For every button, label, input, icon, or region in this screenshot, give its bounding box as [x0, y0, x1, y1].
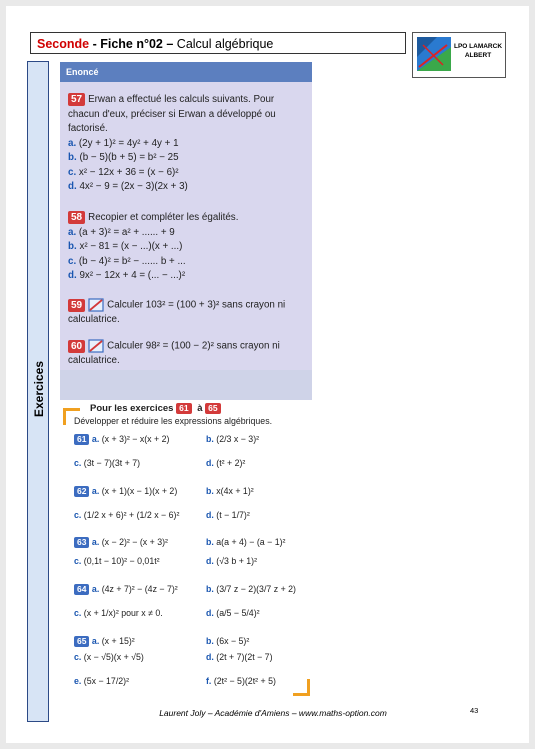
exercise-63-a: 63 a. (x − 2)² − (x + 3)²: [74, 537, 168, 548]
exercise-62-b: b. x(4x + 1)²: [206, 486, 254, 496]
exercise-number: 61: [176, 403, 191, 414]
exercise-number: 58: [68, 211, 85, 224]
list-item: c. (b − 4)² = b² − ...... b + ...: [68, 255, 186, 267]
no-calculator-icon: [88, 298, 104, 312]
exercise-number: 60: [68, 340, 85, 353]
exercise-61-b: b. (2/3 x − 3)²: [206, 434, 260, 444]
exercise-63-c: c. (0,1t − 10)² − 0,01t²: [74, 556, 160, 566]
exercise-63-b: b. a(a + 4) − (a − 1)²: [206, 537, 286, 547]
list-item: d. 4x² − 9 = (2x − 3)(2x + 3): [68, 181, 188, 192]
page-number: 43: [470, 706, 479, 715]
list-item: a. (a + 3)² = a² + ...... + 9: [68, 226, 175, 238]
exercise-63-d: d. (√3 b + 1)²: [206, 556, 258, 566]
exercise-61-a: 61 a. (x + 3)² − x(x + 2): [74, 434, 169, 445]
list-item: b. (b − 5)(b + 5) = b² − 25: [68, 152, 179, 163]
divider-band: [60, 370, 312, 400]
exercise-text: Calculer 98² = (100 − 2)² sans crayon ni calculatrice.: [68, 340, 280, 367]
exercise-59: [68, 298, 306, 328]
exercise-61-c: c. (3t − 7)(3t + 7): [74, 458, 141, 468]
statement-panel: [60, 62, 312, 400]
school-logo-icon: [417, 37, 451, 71]
statement-heading: Enoncé: [60, 62, 312, 82]
exercise-number: 59: [68, 299, 85, 312]
exercise-62-a: 62 a. (x + 1)(x − 1)(x + 2): [74, 486, 177, 497]
exercise-number: 65: [205, 403, 220, 414]
exercise-65-c: c. (x − √5)(x + √5): [74, 652, 144, 662]
bracket-decoration: [293, 679, 310, 696]
level-label: Seconde: [37, 37, 90, 51]
sheet-title: [30, 32, 406, 54]
exercise-64-d: d. (a/5 − 5/4)²: [206, 608, 260, 618]
exercise-64-a: 64 a. (4z + 7)² − (4z − 7)²: [74, 584, 178, 595]
list-item: c. x² − 12x + 36 = (x − 6)²: [68, 166, 179, 178]
exercises-title: Pour les exercices 61 à 65: [90, 403, 224, 414]
school-logo: [412, 32, 506, 78]
exercise-62-c: c. (1/2 x + 6)² + (1/2 x − 6)²: [74, 510, 180, 520]
school-name: [453, 42, 503, 60]
exercise-number: 57: [68, 93, 85, 106]
exercises-panel: [60, 400, 312, 700]
exercise-text: Erwan a effectué les calculs suivants. Pour chacun d'eux, préciser si Erwan a développé ou factorisé.: [68, 94, 276, 134]
exercise-58: [68, 211, 306, 284]
exercise-61-d: d. (t² + 2)²: [206, 458, 246, 468]
school-name-line2: ALBERT: [464, 52, 492, 59]
exercise-62-d: d. (t − 1/7)²: [206, 510, 250, 520]
exercise-65-e: e. (5x − 17/2)²: [74, 676, 130, 686]
sheet-number: Fiche n°02: [100, 37, 163, 51]
exercise-65-f: f. (2t² − 5)(2t² + 5): [206, 676, 276, 686]
list-item: a. (2y + 1)² = 4y² + 4y + 1: [68, 137, 179, 149]
exercise-65-a: 65 a. (x + 15)²: [74, 636, 135, 647]
exercise-text: Calculer 103² = (100 + 3)² sans crayon ni calculatrice.: [68, 299, 286, 326]
title-separator: -: [89, 37, 101, 51]
list-item: b. x² − 81 = (x − ...)(x + ...): [68, 241, 183, 252]
exercises-instruction: Développer et réduire les expressions algébriques.: [74, 416, 273, 426]
title-separator-2: –: [162, 37, 177, 51]
list-item: d. 9x² − 12x + 4 = (... − ...)²: [68, 270, 186, 281]
no-calculator-icon: [88, 339, 104, 353]
section-label: Exercices: [32, 360, 46, 418]
exercise-57: [68, 93, 306, 195]
exercise-text: Recopier et compléter les égalités.: [88, 212, 239, 223]
exercise-65-b: b. (6x − 5)²: [206, 636, 250, 646]
exercise-60: [68, 339, 306, 369]
exercise-64-c: c. (x + 1/x)² pour x ≠ 0.: [74, 608, 163, 618]
sheet-topic: Calcul algébrique: [176, 37, 274, 51]
section-sidebar: [27, 61, 49, 722]
school-name-line1: LPO LAMARCK: [453, 43, 503, 50]
exercise-64-b: b. (3/7 z − 2)(3/7 z + 2): [206, 584, 296, 594]
footer-credit: Laurent Joly – Académie d'Amiens – www.maths-option.com: [159, 708, 387, 718]
exercise-65-d: d. (2t + 7)(2t − 7): [206, 652, 273, 662]
